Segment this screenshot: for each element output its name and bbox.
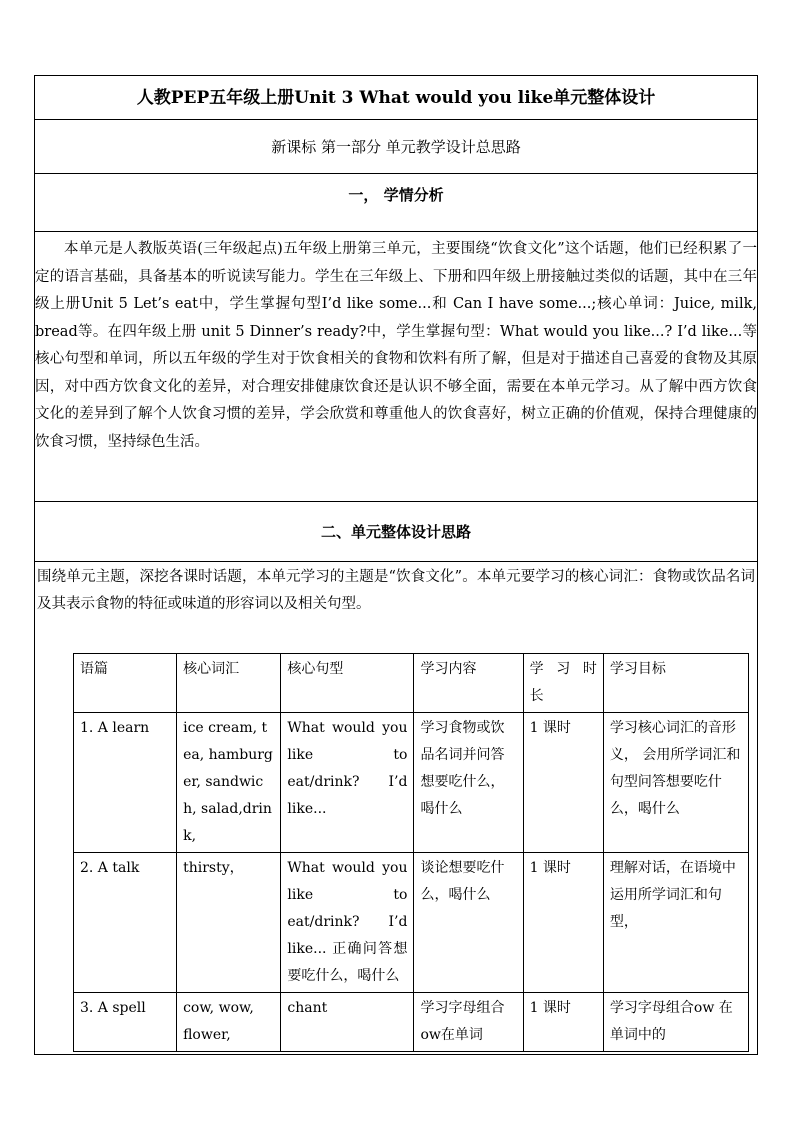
table-cell-duration: 1 课时 [523, 713, 603, 853]
table-cell-goal: 学习核心词汇的音形义， 会用所学词汇和句型问答想要吃什么，喝什么 [603, 713, 748, 853]
table-header-cell: 语篇 [74, 654, 177, 713]
table-cell-content: 谈论想要吃什么，喝什么 [414, 853, 523, 993]
table-row [74, 713, 749, 853]
table-cell-goal: 学习字母组合ow 在单词中的 [603, 993, 748, 1052]
table-header-cell: 学习内容 [414, 654, 523, 713]
table-cell-duration: 1 课时 [523, 853, 603, 993]
table-row [74, 853, 749, 993]
document-frame [34, 75, 758, 1055]
table-cell-pattern: What would you like to eat/drink? I’d like... [281, 713, 414, 853]
section2-intro: 围绕单元主题，深挖各课时话题，本单元学习的主题是“饮食文化”。本单元要学习的核心词汇：食物或饮品名词及其表示食物的特征或味道的形容词以及相关句型。 [37, 569, 755, 612]
table-header-cell: 核心词汇 [177, 654, 281, 713]
table-cell-text: 1. A learn [74, 713, 177, 853]
table-row [74, 993, 749, 1052]
section1-paragraph [35, 232, 757, 502]
lesson-table [73, 653, 749, 1052]
table-cell-pattern: What would you like to eat/drink? I’d like... 正确问答想要吃什么，喝什么 [281, 853, 414, 993]
table-cell-text: 2. A talk [74, 853, 177, 993]
table-header-row [74, 654, 749, 713]
table-header-cell: 核心句型 [281, 654, 414, 713]
document-title: 人教PEP五年级上册Unit 3 What would you like单元整体设计 [35, 76, 757, 120]
table-cell-content: 学习字母组合ow在单词 [414, 993, 523, 1052]
table-cell-vocab: ice cream, tea, hamburger, sandwich, salad,drink, [177, 713, 281, 853]
table-cell-vocab: thirsty， [177, 853, 281, 993]
document-subtitle: 新课标 第一部分 单元教学设计总思路 [35, 120, 757, 174]
table-header-cell: 学习目标 [603, 654, 748, 713]
table-cell-duration: 1 课时 [523, 993, 603, 1052]
section1-heading: 一， 学情分析 [35, 174, 757, 232]
table-cell-pattern: chant [281, 993, 414, 1052]
section1-paragraph-text: 本单元是人教版英语(三年级起点)五年级上册第三单元，主要围绕“饮食文化”这个话题，他们已经积累了一定的语言基础，具备基本的听说读写能力。学生在三年级上、下册和四年级上册接触过类似的话题，其中在三年级上册Unit 5 Let’s eat中，学生掌握句型I’d like some...和 Can I have some...;核心单词：Juice, milk, bread等。在四年级上册 unit 5 Dinner’s ready?中，学生掌握句型：What would you like...? I’d like...等核心句型和单词，所以五年级的学生对于饮食相关的食物和饮料有所了解，但是对于描述自己喜爱的食物及其原因，对中西方饮食文化的差异，对合理安排健康饮食还是认识不够全面，需要在本单元学习。从了解中西方饮食文化的差异到了解个人饮食习惯的差异，学会欣赏和尊重他人的饮食喜好，树立正确的价值观，保持合理健康的饮食习惯，坚持绿色生活。 [35, 241, 757, 450]
table-cell-text: 3. A spell [74, 993, 177, 1052]
table-cell-vocab: cow, wow, flower, [177, 993, 281, 1052]
table-cell-content: 学习食物或饮品名词并问答想要吃什么，喝什么 [414, 713, 523, 853]
section2-heading: 二、单元整体设计思路 [35, 502, 757, 562]
table-header-cell: 学 习 时 长 [523, 654, 603, 713]
table-cell-goal: 理解对话，在语境中运用所学词汇和句型， [603, 853, 748, 993]
